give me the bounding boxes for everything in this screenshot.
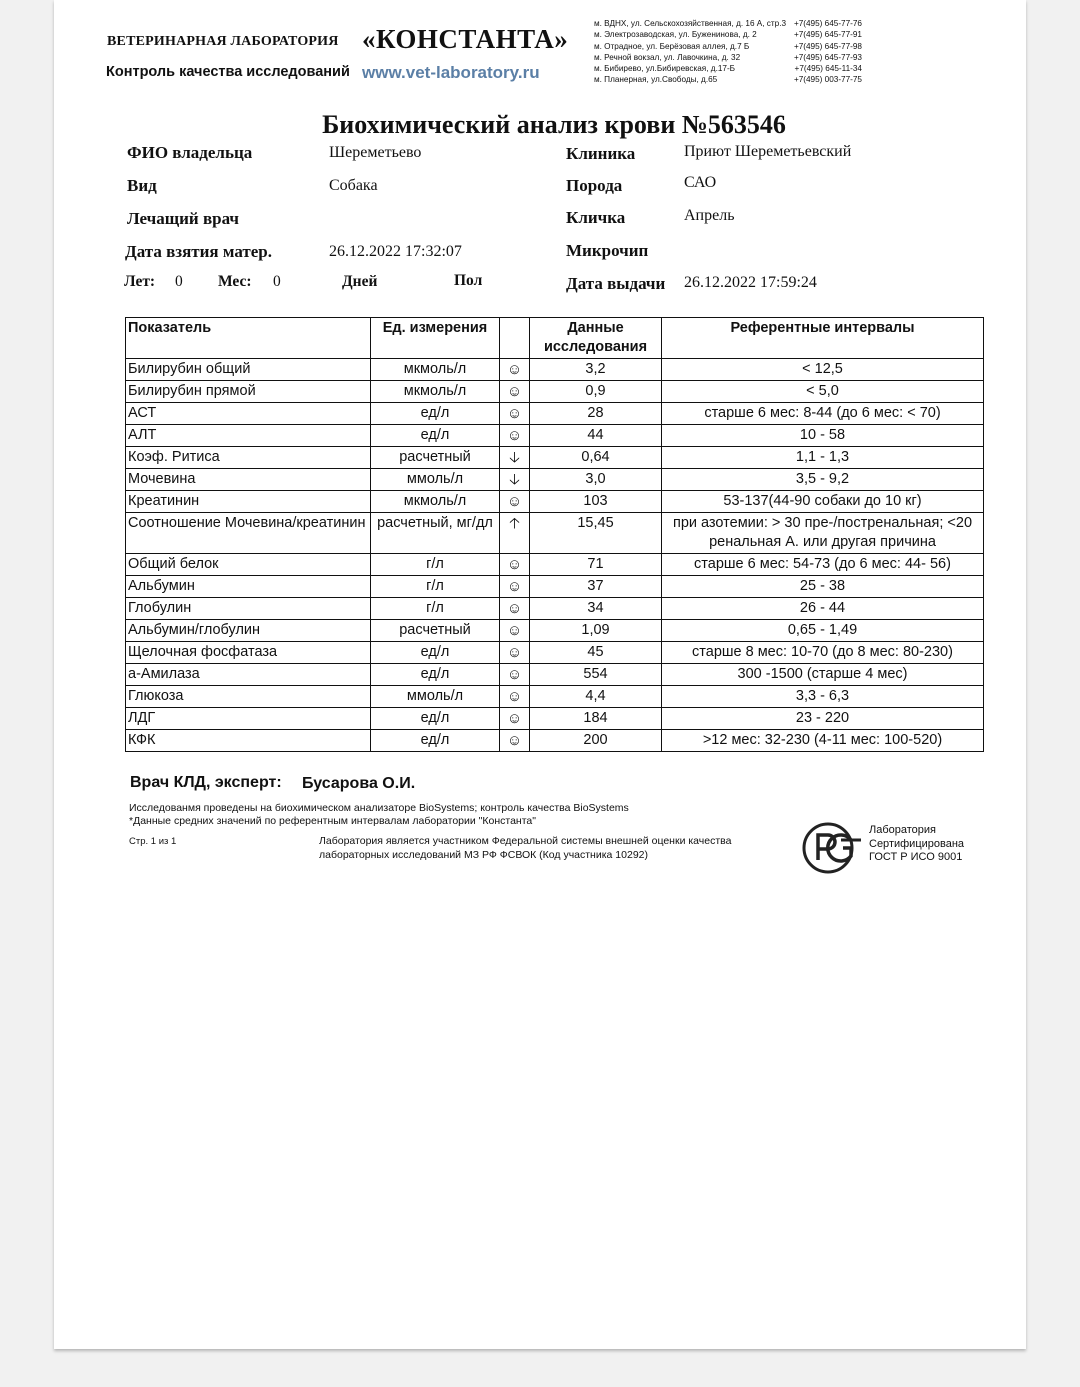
results-table: [125, 317, 984, 752]
table-row: [126, 381, 984, 403]
phone-line: +7(495) 003-77-75: [793, 75, 862, 85]
date-taken-value: 26.12.2022 17:32:07: [329, 243, 462, 260]
cell-unit: расчетный: [371, 620, 500, 642]
owner-label: ФИО владельца: [127, 143, 253, 162]
breed-value: САО: [684, 174, 717, 191]
months-label: Мес:: [218, 273, 252, 290]
cell-value: 71: [530, 554, 662, 576]
table-row: [126, 491, 984, 513]
header-reference: Референтные интервалы: [662, 318, 984, 359]
header-value: [530, 318, 662, 359]
table-row: [126, 598, 984, 620]
cell-unit: мкмоль/л: [371, 359, 500, 381]
cell-name: Билирубин общий: [126, 359, 371, 381]
address-line: м. Отрадное, ул. Берёзовая аллея, д.7 Б: [594, 41, 750, 51]
clinic-label: Клиника: [566, 144, 636, 163]
cell-status-icon: 🡣: [500, 469, 530, 491]
cell-status-icon: ☺: [500, 554, 530, 576]
cell-status-icon: ☺: [500, 576, 530, 598]
address-line: м. Речной вокзал, ул. Лавочкина, д. 32: [594, 52, 741, 62]
cell-status-icon: ☺: [500, 598, 530, 620]
cell-reference: 1,1 - 1,3: [662, 447, 984, 469]
phone-line: +7(495) 645-77-76: [793, 19, 862, 28]
cell-value: 184: [530, 708, 662, 730]
cell-value: 34: [530, 598, 662, 620]
cell-status-icon: ☺: [500, 686, 530, 708]
cell-unit: г/л: [371, 598, 500, 620]
reference-note: *Данные средних значений по референтным интервалам лаборатории "Константа": [129, 815, 536, 827]
owner-value: Шереметьево: [329, 144, 422, 161]
phone-line: +7(495) 645-77-98: [793, 41, 862, 51]
report-title: Биохимический анализ крови №563546: [322, 110, 786, 139]
cell-status-icon: ☺: [500, 359, 530, 381]
cell-reference: 53-137(44-90 собаки до 10 кг): [662, 491, 984, 513]
cell-unit: ед/л: [371, 425, 500, 447]
phone-line: +7(495) 645-77-93: [793, 52, 862, 62]
cell-status-icon: ☺: [500, 491, 530, 513]
cell-name: АСТ: [126, 403, 371, 425]
fsvok-line: лабораторных исследований МЗ РФ ФСВОК (Код участника 10292): [319, 849, 649, 861]
cell-status-icon: ☺: [500, 642, 530, 664]
cell-name: Альбумин/глобулин: [126, 620, 371, 642]
cell-reference: 26 - 44: [662, 598, 984, 620]
cell-value: 0,9: [530, 381, 662, 403]
cell-name: КФК: [126, 730, 371, 752]
cert-line: Сертифицирована: [869, 837, 965, 850]
cell-name: Глобулин: [126, 598, 371, 620]
cell-reference: 3,3 - 6,3: [662, 686, 984, 708]
cell-unit: ед/л: [371, 664, 500, 686]
table-row: [126, 730, 984, 752]
cell-name: Общий белок: [126, 554, 371, 576]
table-row: [126, 708, 984, 730]
cell-reference: 300 -1500 (старше 4 мес): [662, 664, 984, 686]
days-label: Дней: [342, 273, 378, 290]
cell-name: Креатинин: [126, 491, 371, 513]
cell-reference: 3,5 - 9,2: [662, 469, 984, 491]
cell-value: 4,4: [530, 686, 662, 708]
cell-unit: ед/л: [371, 403, 500, 425]
cell-name: ЛДГ: [126, 708, 371, 730]
cell-reference: 10 - 58: [662, 425, 984, 447]
cell-value: 45: [530, 642, 662, 664]
header-value-line1: Данные: [567, 320, 624, 336]
table-row: [126, 554, 984, 576]
cell-name: Щелочная фосфатаза: [126, 642, 371, 664]
cell-unit: ммоль/л: [371, 469, 500, 491]
cell-reference: старше 6 мес: 54-73 (до 6 мес: 44- 56): [662, 554, 984, 576]
header-unit: Ед. измерения: [371, 318, 500, 359]
cell-status-icon: ☺: [500, 620, 530, 642]
cell-name: Мочевина: [126, 469, 371, 491]
cell-reference: 25 - 38: [662, 576, 984, 598]
header-name: Показатель: [126, 318, 371, 359]
cell-unit: ед/л: [371, 730, 500, 752]
cell-value: 15,45: [530, 513, 662, 554]
cell-value: 200: [530, 730, 662, 752]
cell-reference: 23 - 220: [662, 708, 984, 730]
cell-status-icon: ☺: [500, 708, 530, 730]
cell-unit: мкмоль/л: [371, 381, 500, 403]
address-line: м. ВДНХ, ул. Сельскохозяйственная, д. 16 А, стр.3: [594, 19, 787, 28]
issue-date-value: 26.12.2022 17:59:24: [684, 274, 817, 291]
cell-value: 28: [530, 403, 662, 425]
cell-reference: при азотемии: > 30 пре-/постренальная; <20 ренальная А. или другая причина: [662, 513, 984, 554]
cell-value: 103: [530, 491, 662, 513]
table-row: [126, 664, 984, 686]
address-line: м. Электрозаводская, ул. Буженинова, д. 2: [594, 30, 757, 40]
expert-label: Врач КЛД, эксперт:: [130, 774, 282, 791]
lab-subtitle: Контроль качества исследований: [106, 64, 350, 80]
clinic-value: Приют Шереметьевский: [684, 143, 852, 160]
cell-name: АЛТ: [126, 425, 371, 447]
cell-reference: 0,65 - 1,49: [662, 620, 984, 642]
table-row: [126, 513, 984, 554]
phone-list: [774, 18, 862, 86]
years-label: Лет:: [124, 273, 156, 290]
cell-name: Глюкоза: [126, 686, 371, 708]
certification-text: [869, 824, 964, 865]
cell-unit: ммоль/л: [371, 686, 500, 708]
cell-reference: старше 8 мес: 10-70 (до 8 мес: 80-230): [662, 642, 984, 664]
cell-name: Альбумин: [126, 576, 371, 598]
page-number: Стр. 1 из 1: [129, 836, 177, 847]
table-row: [126, 403, 984, 425]
cell-unit: ед/л: [371, 708, 500, 730]
lab-name: ВЕТЕРИНАРНАЯ ЛАБОРАТОРИЯ: [107, 34, 339, 49]
cell-reference: старше 6 мес: 8-44 (до 6 мес: < 70): [662, 403, 984, 425]
phone-line: +7(495) 645-11-34: [794, 64, 862, 74]
address-list: [594, 18, 786, 86]
table-row: [126, 447, 984, 469]
cell-value: 44: [530, 425, 662, 447]
cell-reference: < 12,5: [662, 359, 984, 381]
cell-name: Соотношение Мочевина/креатинин: [126, 513, 371, 554]
cell-unit: г/л: [371, 576, 500, 598]
cell-unit: расчетный: [371, 447, 500, 469]
table-header-row: [126, 318, 984, 359]
sex-label: Пол: [454, 272, 483, 289]
table-row: [126, 576, 984, 598]
table-row: [126, 359, 984, 381]
cell-value: 0,64: [530, 447, 662, 469]
microchip-label: Микрочип: [566, 241, 649, 260]
cell-value: 554: [530, 664, 662, 686]
table-row: [126, 620, 984, 642]
nickname-value: Апрель: [684, 207, 735, 224]
cell-name: Билирубин прямой: [126, 381, 371, 403]
cell-unit: г/л: [371, 554, 500, 576]
species-value: Собака: [329, 177, 378, 194]
expert-name: Бусарова О.И.: [302, 775, 416, 792]
address-line: м. Бибирево, ул.Бибиревская, д.17-Б: [594, 64, 736, 74]
cell-status-icon: ☺: [500, 664, 530, 686]
table-row: [126, 686, 984, 708]
header-value-line2: исследования: [543, 339, 648, 355]
cell-unit: ед/л: [371, 642, 500, 664]
fsvok-note: [319, 834, 731, 862]
cell-value: 1,09: [530, 620, 662, 642]
species-label: Вид: [127, 176, 157, 195]
cell-value: 3,0: [530, 469, 662, 491]
cell-status-icon: ☺: [500, 381, 530, 403]
cell-value: 37: [530, 576, 662, 598]
cell-status-icon: 🡡: [500, 513, 530, 554]
lab-brand: «КОНСТАНТА»: [362, 24, 569, 54]
cell-status-icon: ☺: [500, 730, 530, 752]
phone-line: +7(495) 645-77-91: [793, 30, 862, 40]
fsvok-line: Лаборатория является участником Федеральной системы внешней оценки качества: [319, 835, 732, 847]
table-row: [126, 642, 984, 664]
rst-certification-logo: [801, 820, 867, 876]
cell-name: а-Амилаза: [126, 664, 371, 686]
doctor-label: Лечащий врач: [127, 209, 239, 228]
cell-status-icon: 🡣: [500, 447, 530, 469]
months-value: 0: [273, 273, 281, 290]
issue-date-label: Дата выдачи: [566, 274, 666, 293]
breed-label: Порода: [566, 176, 623, 195]
table-row: [126, 425, 984, 447]
cell-status-icon: ☺: [500, 403, 530, 425]
table-row: [126, 469, 984, 491]
header-flag: [500, 318, 530, 359]
cell-unit: расчетный, мг/дл: [371, 513, 500, 554]
cell-reference: >12 мес: 32-230 (4-11 мес: 100-520): [662, 730, 984, 752]
nickname-label: Кличка: [566, 208, 626, 227]
lab-url[interactable]: www.vet-laboratory.ru: [362, 63, 540, 82]
years-value: 0: [175, 273, 183, 290]
date-taken-label: Дата взятия матер.: [125, 242, 272, 261]
cell-status-icon: ☺: [500, 425, 530, 447]
cert-line: ГОСТ Р ИСО 9001: [869, 851, 963, 863]
address-line: м. Планерная, ул.Свободы, д.65: [594, 75, 718, 85]
cell-name: Коэф. Ритиса: [126, 447, 371, 469]
cell-unit: мкмоль/л: [371, 491, 500, 513]
cert-line: Лаборатория: [869, 824, 936, 836]
report-page: [54, 0, 1026, 1349]
cell-value: 3,2: [530, 359, 662, 381]
cell-reference: < 5,0: [662, 381, 984, 403]
analyzer-note: Исследованмя проведены на биохимическом анализаторе BioSystems; контроль качества BioSystems: [129, 802, 629, 814]
